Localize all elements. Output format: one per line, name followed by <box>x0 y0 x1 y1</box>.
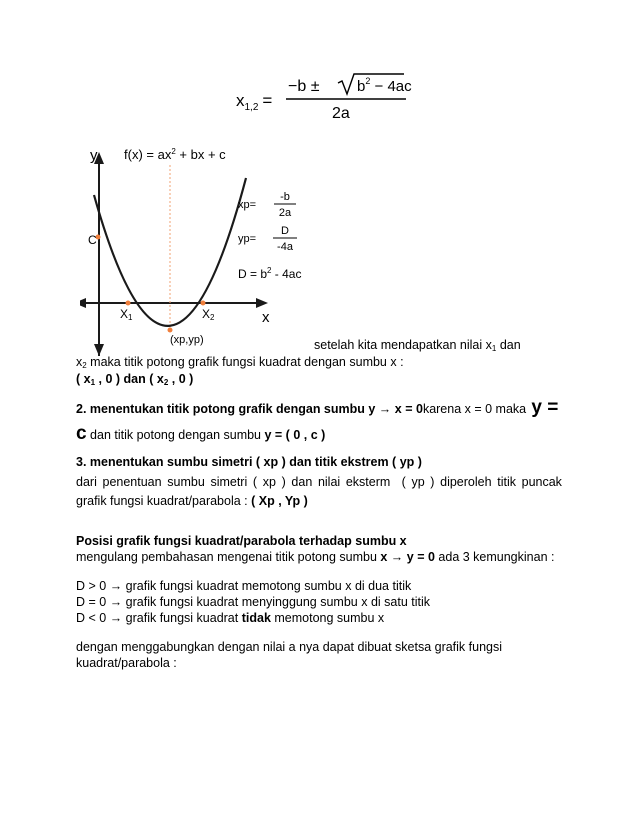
discriminant-formula: $D = b^2 - 4ac$ <box>238 266 302 281</box>
section-3-line-1: dari penentuan sumbu simetri ( xp ) dan nilai eksterm ( yp ) diperoleh titik puncak <box>76 475 562 489</box>
case-d-zero: D = 0 → grafik fungsi kuadrat menyinggung sumbu x di satu titik <box>76 595 430 609</box>
text-line-2: $x_2$ maka titik potong grafik fungsi kuadrat dengan sumbu x : <box>76 355 404 370</box>
formula-radicand: $b^2 - 4ac$ <box>357 76 412 95</box>
yp-numerator: D <box>281 225 289 237</box>
section-2-heading: 2. menentukan titik potong grafik dengan sumbu y → x = 0karena x = 0 maka y = <box>76 397 559 418</box>
posisi-heading: Posisi grafik fungsi kuadrat/parabola terhadap sumbu x <box>76 534 407 548</box>
closing-line-1: dengan menggabungkan dengan nilai a nya dapat dibuat sketsa grafik fungsi <box>76 640 503 654</box>
section-3-line-2: grafik fungsi kuadrat/parabola : ( Xp , Yp ) <box>76 494 308 508</box>
case-d-positive: D > 0 → grafik fungsi kuadrat memotong sumbu x di dua titik <box>76 579 412 593</box>
xp-formula-lhs: xp= <box>238 199 257 211</box>
closing-line-2: kuadrat/parabola : <box>76 656 177 670</box>
text-line-1: setelah kita mendapatkan nilai $x_1$ dan <box>314 338 521 353</box>
intercept-points: ( $x_1$ , 0 ) dan ( $x_2$ , 0 ) <box>76 372 194 387</box>
x-axis-label: x <box>262 309 270 326</box>
section-3-heading: 3. menentukan sumbu simetri ( xp ) dan titik ekstrem ( yp ) <box>76 455 422 469</box>
x-axis-arrow-icon <box>256 298 268 308</box>
y-axis-label: y <box>90 147 98 164</box>
xp-numerator: -b <box>280 191 290 203</box>
parabola-graph <box>80 140 330 365</box>
x2-point <box>201 301 206 306</box>
x2-label: X2 <box>202 307 215 322</box>
c-label: C <box>88 233 97 247</box>
formula-numerator-lead: −b ± <box>288 78 320 95</box>
formula-denominator: 2a <box>332 105 350 122</box>
function-label: $f(x) = ax^2$ + bx + c <box>124 147 226 162</box>
quadratic-formula <box>230 72 420 124</box>
yp-denominator: -4a <box>277 241 293 253</box>
xp-denominator: 2a <box>278 207 292 219</box>
posisi-intro: mengulang pembahasan mengenai titik potong sumbu x → y = 0 ada 3 kemungkinan : <box>76 550 555 564</box>
formula-lhs: $x_{1,2}$ = <box>236 91 273 113</box>
x-axis-arrow-left-icon <box>80 298 86 308</box>
section-2-line-2: c dan titik potong dengan sumbu y = ( 0 , c ) <box>76 423 326 444</box>
x1-point <box>126 301 131 306</box>
vertex-label: (xp,yp) <box>170 334 204 346</box>
vertex-point <box>168 328 173 333</box>
yp-formula-lhs: yp= <box>238 233 257 245</box>
case-d-negative: D < 0 → grafik fungsi kuadrat tidak memotong sumbu x <box>76 611 385 625</box>
x1-label: X1 <box>120 307 133 322</box>
